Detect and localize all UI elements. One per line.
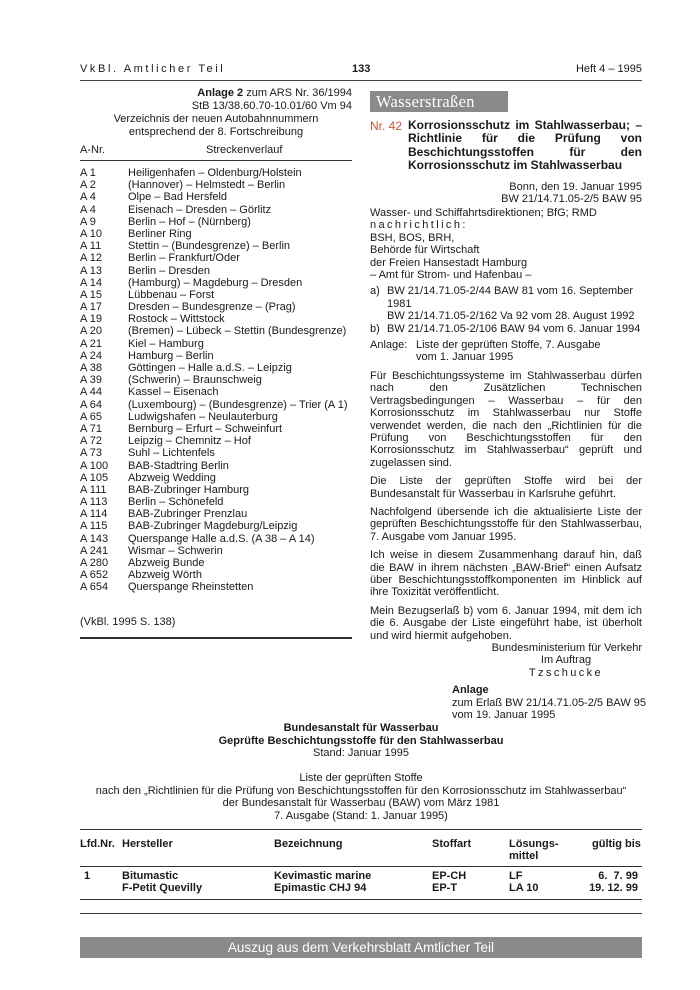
autobahn-number: A 115: [80, 520, 108, 533]
table-row: [80, 399, 352, 411]
autobahn-number: A 11: [80, 240, 102, 253]
table-row: [80, 277, 352, 289]
route-description: Olpe – Bad Hersfeld: [128, 191, 228, 204]
attachment-note: [370, 339, 642, 364]
list-title-line2: entsprechend der 8. Fortschreibung: [128, 125, 304, 138]
addressee: Wasser- und Schiffahrtsdirektionen; BfG; RMD: [370, 207, 597, 219]
autobahn-number: A 114: [80, 508, 108, 521]
list-intro-line: nach den „Richtlinien für die Prüfung von Beschichtungsstoffen für den Korrosionsschutz im Stahlwasserbau“: [95, 784, 627, 797]
table-row: [80, 520, 352, 532]
table-row: [80, 240, 352, 252]
table-row: [80, 533, 352, 545]
row-stoffart: [432, 870, 466, 895]
table-row: [80, 569, 352, 581]
body-paragraph: Ich weise in diesem Zusammenhang darauf hin, daß die BAW in ihrem nächsten „BAW-Brief“ einen Aufsatz über Beschichtungsstoffkomponenten im Hinblick auf ihre Toxizität veröffentlicht.: [370, 549, 642, 599]
col-header-loes-line2: mittel: [509, 850, 539, 863]
route-description: BAB-Zubringer Hamburg: [128, 483, 250, 496]
reference-marker: b): [370, 322, 380, 335]
autobahn-number: A 71: [80, 422, 103, 435]
journal-title: VkBl. Amtlicher Teil: [80, 63, 226, 75]
stoffe-table-header-rule: [80, 866, 642, 867]
reference-item: [370, 310, 642, 322]
list-title: [80, 113, 352, 138]
bottom-heading: [80, 722, 642, 760]
letter-date: Bonn, den 19. Januar 1995: [509, 181, 642, 193]
reference-item: [370, 285, 642, 310]
autobahn-number: A 4: [80, 203, 96, 216]
cc-line: der Freien Hansestadt Hamburg: [370, 256, 528, 269]
row-hersteller-line: Bitumastic: [122, 870, 179, 882]
col-header-lfd-nr: Lfd.Nr.: [80, 838, 115, 850]
autobahn-number: A 20: [80, 325, 103, 338]
autobahn-number: A 72: [80, 435, 103, 448]
autobahn-number: A 2: [80, 179, 96, 192]
table-row: [80, 313, 352, 325]
table-row: [80, 191, 352, 203]
col-header-hersteller: Hersteller: [122, 838, 173, 850]
anlage-label: Anlage 2: [197, 87, 244, 99]
autobahn-number: A 21: [80, 337, 103, 350]
table-row: [80, 338, 352, 350]
list-intro-line: 7. Ausgabe (Stand: 1. Januar 1995): [274, 809, 448, 822]
autobahn-number: A 39: [80, 374, 103, 387]
article-number: Nr. 42: [370, 119, 403, 133]
autobahn-number: A 19: [80, 313, 103, 326]
autobahn-number: A 15: [80, 288, 103, 301]
anlage-reference: [80, 87, 352, 112]
issue-label: Heft 4 – 1995: [575, 63, 642, 75]
route-description: Bernburg – Erfurt – Schweinfurt: [128, 422, 283, 435]
body-paragraph: Die Liste der geprüften Stoffe wird bei der Bundesanstalt für Wasserbau in Karlsruhe geführt.: [370, 475, 642, 500]
table-row: [80, 350, 352, 362]
table-row: [80, 216, 352, 228]
route-description: Eisenach – Dresden – Görlitz: [128, 203, 272, 216]
table-row: [80, 423, 352, 435]
route-description: Hamburg – Berlin: [128, 349, 214, 362]
stoffe-table-bottom-rule: [80, 913, 642, 914]
body-paragraph: Nachfolgend übersende ich die aktualisierte Liste der geprüften Beschichtungsstoffe für den Stahlwasserbau, 7. Ausgabe vom Januar 1995.: [370, 505, 642, 543]
row-hersteller-line: F-Petit Quevilly: [122, 882, 203, 895]
autobahn-number: A 113: [80, 496, 108, 509]
reference-marker: a): [370, 285, 380, 298]
cc-line: Behörde für Wirtschaft: [370, 244, 480, 257]
route-description: Berliner Ring: [128, 227, 192, 240]
row-gueltig-bis: [580, 870, 638, 895]
table-row: [80, 179, 352, 191]
letter-date-block: [370, 181, 642, 206]
table-row: [80, 545, 352, 557]
bottom-stand: Stand: Januar 1995: [312, 747, 410, 759]
bottom-anlage-ref: [452, 684, 646, 722]
table-row: [80, 447, 352, 459]
list-intro: [80, 772, 642, 822]
autobahn-number: A 1: [80, 167, 96, 179]
row-loes-line: LF: [509, 870, 523, 882]
attachment-text: vom 1. Januar 1995: [416, 351, 514, 364]
autobahn-number: A 10: [80, 227, 103, 240]
anlage-ref-code: StB 13/38.60.70-10.01/60 Vm 94: [191, 99, 352, 112]
source-note: (VkBl. 1995 S. 138): [80, 616, 176, 628]
route-description: BAB-Zubringer Prenzlau: [128, 508, 248, 521]
route-description: Abzweig Wedding: [128, 471, 216, 484]
section-banner: Wasserstraßen: [370, 91, 508, 112]
autobahn-number: A 280: [80, 557, 109, 569]
row-stoffart-line: EP-CH: [432, 870, 467, 882]
cc-label: nachrichtlich:: [370, 219, 468, 232]
autobahn-number: A 38: [80, 362, 103, 374]
route-description: Querspange Halle a.d.S. (A 38 – A 14): [128, 532, 315, 545]
row-bezeichnung-line: Kevimastic marine: [274, 870, 372, 882]
stoffe-table-row-rule: [80, 899, 642, 900]
table-row: [80, 435, 352, 447]
table-row: [80, 362, 352, 374]
cc-line: BSH, BOS, BRH,: [370, 231, 455, 244]
route-description: Berlin – Dresden: [128, 264, 210, 277]
body-paragraph: Für Beschichtungssysteme im Stahlwasserbau dürfen nach den Zusätzlichen Technischen Vertragsbedingungen – Wasserbau – für den Korrosionsschutz im Stahlwasserbau nur Stoffe verwendet werden, die nach den „Richtlinien für die Prüfung von Beschichtungsstoffen für den Korrosionsschutz im Stahlwasserbau“ geprüft und zugelassen sind.: [370, 369, 642, 469]
table-row: [80, 472, 352, 484]
route-description: Leipzig – Chemnitz – Hof: [128, 435, 251, 448]
autobahn-number: A 4: [80, 191, 96, 204]
autobahn-number: A 100: [80, 459, 109, 472]
row-stoffart-line: EP-T: [432, 882, 458, 895]
anlage-ref-text: zum ARS Nr. 36/1994: [243, 87, 352, 99]
reference-text: BW 21/14.71.05-2/44 BAW 81 vom 16. September 1981: [387, 285, 634, 310]
institution-name: Bundesanstalt für Wasserbau: [283, 722, 439, 734]
route-description: (Schwerin) – Braunschweig: [128, 374, 262, 387]
signature-name: Tzschucke: [528, 666, 604, 679]
autobahn-number: A 44: [80, 386, 103, 399]
route-description: (Bremen) – Lübeck – Stettin (Bundesgrenze): [128, 325, 347, 338]
route-description: Berlin – Frankfurt/Oder: [128, 252, 240, 265]
route-description: Berlin – Schönefeld: [128, 496, 224, 509]
route-description: Querspange Rheinstetten: [128, 581, 254, 594]
col-header-loesungsmittel: [509, 838, 559, 863]
col-header-bezeichnung: Bezeichnung: [274, 838, 343, 850]
row-lfd-nr: 1: [84, 870, 91, 882]
table-row: [80, 484, 352, 496]
col-header-a-nr: A-Nr.: [80, 144, 106, 156]
table-row: [80, 167, 352, 179]
route-description: BAB-Stadtring Berlin: [128, 459, 229, 472]
reference-text: BW 21/14.71.05-2/106 BAW 94 vom 6. Januar 1994: [387, 322, 641, 335]
table-row: [80, 508, 352, 520]
autobahn-number: A 9: [80, 215, 96, 228]
autobahn-table-header: [80, 144, 352, 158]
autobahn-number: A 652: [80, 569, 109, 582]
autobahn-number: A 143: [80, 532, 109, 545]
table-row: [80, 496, 352, 508]
row-bezeichnung-line: Epimastic CHJ 94: [274, 882, 367, 895]
autobahn-number: A 64: [80, 398, 103, 411]
page-number: 133: [352, 63, 371, 75]
col-header-stoffart: Stoffart: [432, 838, 472, 850]
autobahn-number: A 654: [80, 581, 109, 594]
autobahn-number: A 17: [80, 301, 103, 314]
row-gueltig-line: 19. 12. 99: [589, 882, 638, 895]
table-row: [80, 581, 352, 593]
table-row: [80, 557, 352, 569]
list-title-line1: Verzeichnis der neuen Autobahnnummern: [113, 113, 319, 125]
bottom-anlage-title: Anlage: [452, 684, 489, 696]
left-column-end-rule: [80, 637, 352, 639]
autobahn-number: A 13: [80, 264, 103, 277]
route-description: Kiel – Hamburg: [128, 337, 204, 350]
route-description: Stettin – (Bundesgrenze) – Berlin: [128, 240, 291, 253]
route-description: Berlin – Hof – (Nürnberg): [128, 215, 251, 228]
row-gueltig-line: 6. 7. 99: [598, 870, 638, 882]
table-row: [80, 252, 352, 264]
autobahn-number: A 65: [80, 410, 103, 423]
table-row: [80, 374, 352, 386]
row-loesungsmittel: [509, 870, 539, 895]
body-paragraph: Mein Bezugserlaß b) vom 6. Januar 1994, mit dem ich die 6. Ausgabe der Liste eingeführt habe, ist überholt und wird hiermit aufgehoben.: [370, 604, 642, 642]
table-row: [80, 265, 352, 277]
header-rule: [80, 80, 642, 81]
row-bezeichnung: [274, 870, 371, 895]
table-header-rule: [80, 160, 352, 161]
route-description: Heiligenhafen – Oldenburg/Holstein: [128, 167, 302, 179]
route-description: Göttingen – Halle a.d.S. – Leipzig: [128, 362, 292, 374]
route-description: (Luxembourg) – (Bundesgrenze) – Trier (A 1): [128, 398, 348, 411]
table-row: [80, 460, 352, 472]
signature-im-auftrag: Im Auftrag: [540, 654, 592, 667]
cc-line: – Amt für Strom- und Hafenbau –: [370, 269, 532, 282]
autobahn-number: A 24: [80, 349, 103, 362]
route-description: Kassel – Eisenach: [128, 386, 219, 399]
letter-ref: BW 21/14.71.05-2/5 BAW 95: [501, 193, 642, 206]
col-header-route: Streckenverlauf: [206, 144, 283, 156]
list-intro-line: der Bundesanstalt für Wasserbau (BAW) vom März 1981: [222, 797, 500, 809]
route-description: (Hannover) – Helmstedt – Berlin: [128, 179, 286, 192]
attachment-label: Anlage:: [370, 339, 408, 352]
reference-text: BW 21/14.71.05-2/162 Va 92 vom 28. August 1992: [387, 310, 635, 323]
table-row: [80, 386, 352, 398]
autobahn-number: A 241: [80, 544, 109, 557]
autobahn-number: A 12: [80, 252, 103, 265]
route-description: Lübbenau – Forst: [128, 288, 215, 301]
route-description: Abzweig Bunde: [128, 557, 205, 569]
stoffe-table-top-rule: [80, 829, 642, 830]
signature-ministry: Bundesministerium für Verkehr: [491, 642, 642, 654]
route-description: Dresden – Bundesgrenze – (Prag): [128, 301, 296, 314]
bottom-anlage-line: zum Erlaß BW 21/14.71.05-2/5 BAW 95: [452, 696, 647, 709]
autobahn-table: [80, 167, 352, 594]
autobahn-number: A 105: [80, 471, 109, 484]
table-row: [80, 204, 352, 216]
autobahn-number: A 73: [80, 447, 103, 460]
bottom-anlage-line: vom 19. Januar 1995: [452, 709, 556, 721]
table-row: [80, 301, 352, 313]
list-intro-line: Liste der geprüften Stoffe: [299, 772, 423, 784]
bottom-title: Geprüfte Beschichtungsstoffe für den Stahlwasserbau: [218, 734, 504, 747]
route-description: BAB-Zubringer Magdeburg/Leipzig: [128, 520, 298, 533]
route-description: Rostock – Wittstock: [128, 313, 225, 326]
reference-item: [370, 323, 642, 335]
table-row: [80, 289, 352, 301]
col-header-loes-line1: Lösungs-: [509, 838, 559, 850]
route-description: (Hamburg) – Magdeburg – Dresden: [128, 276, 303, 289]
autobahn-number: A 14: [80, 276, 103, 289]
route-description: Ludwigshafen – Neulauterburg: [128, 410, 278, 423]
table-row: [80, 411, 352, 423]
row-loes-line: LA 10: [509, 882, 539, 895]
col-header-gueltig-bis: gültig bis: [592, 838, 641, 850]
row-hersteller: [122, 870, 202, 895]
route-description: Abzweig Wörth: [128, 569, 202, 582]
article-body: [370, 207, 642, 679]
article-title: Korrosionsschutz im Stahlwasserbau; – Richtlinie für die Prüfung von Beschichtungsstoffen für den Korrosionsschutz im Stahlwasserbau: [408, 118, 642, 173]
table-row: [80, 325, 352, 337]
route-description: Suhl – Lichtenfels: [128, 447, 215, 460]
route-description: Wismar – Schwerin: [128, 544, 223, 557]
table-row: [80, 228, 352, 240]
attachment-text: Liste der geprüften Stoffe, 7. Ausgabe: [416, 339, 601, 352]
autobahn-number: A 111: [80, 483, 107, 496]
footer-banner: Auszug aus dem Verkehrsblatt Amtlicher Teil: [80, 937, 642, 958]
page-header: [80, 63, 642, 77]
